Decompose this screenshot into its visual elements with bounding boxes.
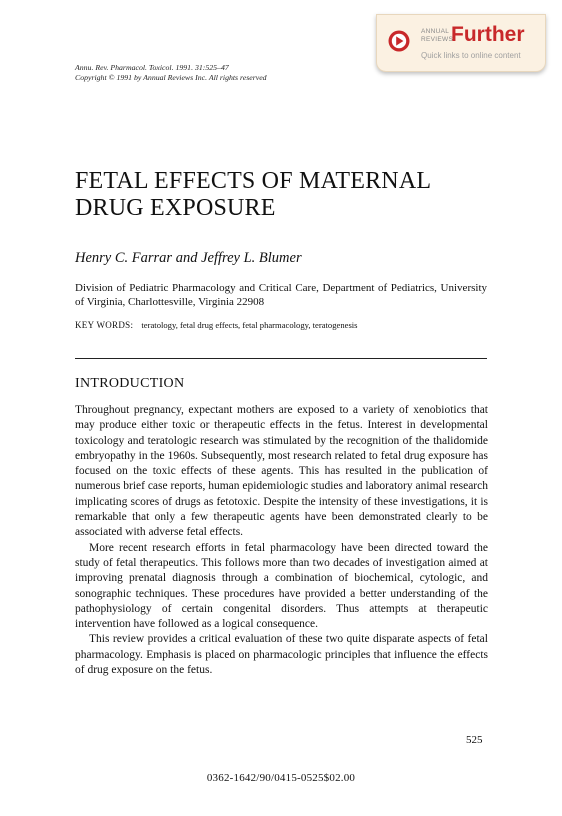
article-title <box>75 168 431 222</box>
further-label: Further <box>451 23 525 46</box>
citation-line-2: Copyright © 1991 by Annual Reviews Inc. All rights reserved <box>75 73 267 82</box>
further-links-badge[interactable] <box>376 14 546 72</box>
page-number: 525 <box>466 734 483 746</box>
paragraph-3: This review provides a critical evaluation of these two quite disparate aspects of fetal pharmacology. Emphasis is placed on pharmacologic principles that influence the effects of drug exposure on the fetus. <box>75 633 488 677</box>
play-circle-icon <box>388 30 410 52</box>
citation-line-1: Annu. Rev. Pharmacol. Toxicol. 1991. 31:525–47 <box>75 63 229 72</box>
price-code: 0362-1642/90/0415-0525$02.00 <box>206 772 356 784</box>
annual-reviews-wordmark <box>421 28 453 43</box>
introduction-heading: INTRODUCTION <box>75 376 185 391</box>
title-line-2: DRUG EXPOSURE <box>75 195 276 221</box>
introduction-body <box>75 403 488 678</box>
journal-citation <box>75 63 267 83</box>
further-tagline: Quick links to online content <box>421 51 521 60</box>
author-affiliation: Division of Pediatric Pharmacology and Critical Care, Department of Pediatrics, University of Virginia, Charlottesville, Virginia 22908 <box>75 282 487 308</box>
wordmark-annual: ANNUAL <box>421 28 450 35</box>
paragraph-1: Throughout pregnancy, expectant mothers are exposed to a variety of xenobiotics that may produce either toxic or therapeutic effects in the fetus. Interest in developmental toxicology and teratologic research was stimulated by the recognition of the thalidomide embryopathy in the 1960s. Subsequently, most research related to fetal drug exposure has focused on the toxic effects of these agents. This has resulted in the publication of numerous brief case reports, human epidemiologic studies and laboratory animal research implicating scores of drugs as fetotoxic. Despite the intensity of these investigations, it is remarkable that only a few therapeutic agents have been demonstrated clearly to be associated with adverse fetal effects. <box>75 404 488 539</box>
section-divider <box>75 358 487 359</box>
keywords-label: KEY WORDS: <box>75 320 134 330</box>
keywords-line <box>75 320 487 330</box>
keywords-list: teratology, fetal drug effects, fetal pharmacology, teratogenesis <box>141 320 358 330</box>
paragraph-2: More recent research efforts in fetal pharmacology have been directed toward the study of fetal therapeutics. This follows more than two decades of investigation aimed at improving prenatal diagnosis through a combination of biochemical, cytologic, and sonographic techniques. These procedures have provided a better understanding of the pathophysiology of certain congenital disorders. Thus attempts at therapeutic intervention have followed as a logical consequence. <box>75 541 488 631</box>
article-authors: Henry C. Farrar and Jeffrey L. Blumer <box>75 250 302 266</box>
title-line-1: FETAL EFFECTS OF MATERNAL <box>75 168 432 194</box>
wordmark-reviews: REVIEWS <box>421 35 454 43</box>
